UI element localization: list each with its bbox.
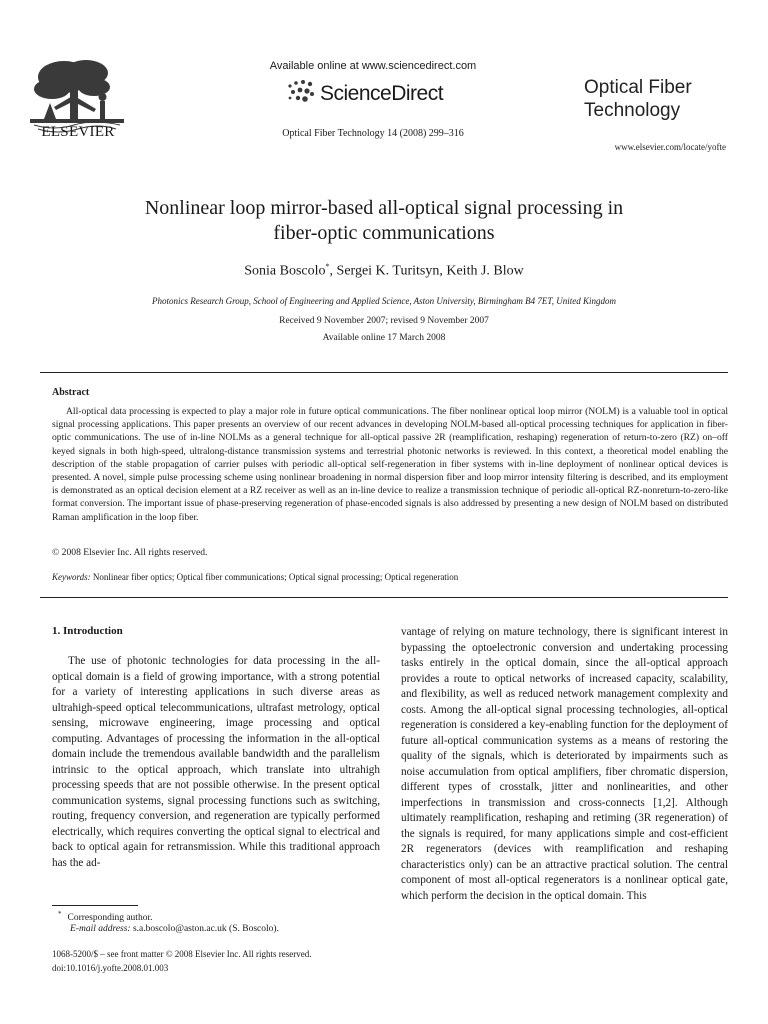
authors [60, 262, 708, 280]
footnote-corresponding [58, 910, 152, 923]
section-heading-introduction: 1. Introduction [52, 625, 123, 637]
footnote-divider [52, 905, 138, 906]
email-address-link[interactable]: s.a.boscolo@aston.ac.uk (S. Boscolo). [130, 924, 279, 934]
sciencedirect-dots-icon [286, 80, 316, 106]
available-online-text[interactable]: Available online at www.sciencedirect.com [269, 60, 477, 72]
publisher-name: ELSEVIER [41, 124, 115, 140]
affiliation: Photonics Research Group, School of Engineering and Applied Science, Aston University, Birmingham B4 7ET, United Kingdom [151, 296, 617, 306]
body-column-right [401, 625, 728, 904]
journal-title-line1: Optical Fiber [584, 77, 692, 98]
body-column-left [52, 654, 380, 871]
abstract-body [52, 405, 728, 524]
journal-url-link[interactable]: www.elsevier.com/locate/yofte [614, 142, 726, 152]
abstract-copyright: © 2008 Elsevier Inc. All rights reserved. [52, 547, 208, 558]
intro-paragraph-1-continued: vantage of relying on mature technology, there is significant interest in bypassing the optoelectronic conversion and undertaking processing tasks entirely in the optical domain, since the all-optical approach provides a route to optical networks of increased capacity, scalability, and flexibility, as well as reduced network management complexity and costs. Among the all-optical signal processing technologies, all-optical regeneration is considered a key-enabling function for the deployment of future all-optical communication systems as a means of restoring the quality of the signals, which is deteriorated by impairments such as noise accumulation from optical amplifiers, fiber chromatic dispersion, different types of crosstalk, jitter and nonlinearities, and other imperfections in transmission and cross-connects [1,2]. Although ultimately reamplification, reshaping and retiming (3R regeneration) of the signals is required, for many applications simple and cost-efficient 2R regenerators (devices with reamplification and reshaping characteristics only) can be an attractive practical solution. The central component of most all-optical regenerators is a nonlinear optical gate, which perform the decision in the optical domain. This [401, 626, 728, 902]
journal-title-line2: Technology [584, 100, 681, 121]
article-title-line2: fiber-optic communications [273, 222, 495, 244]
footnote-corresponding-text: Corresponding author. [67, 913, 153, 924]
footnote-email [70, 924, 279, 934]
available-online-date: Available online 17 March 2008 [322, 333, 446, 343]
keywords-label: Keywords: [52, 572, 91, 582]
abstract-bottom-divider [40, 597, 728, 598]
article-title [60, 196, 708, 246]
doi-link[interactable]: doi:10.1016/j.yofte.2008.01.003 [52, 963, 169, 973]
received-dates: Received 9 November 2007; revised 9 November 2007 [279, 316, 489, 326]
sciencedirect-wordmark: ScienceDirect [320, 82, 444, 105]
front-matter-line: 1068-5200/$ – see front matter © 2008 Elsevier Inc. All rights reserved. [52, 949, 312, 959]
article-title-line1: Nonlinear loop mirror-based all-optical signal processing in [144, 197, 624, 219]
journal-title [584, 76, 734, 122]
footnote-mark: * [58, 910, 62, 918]
journal-citation: Optical Fiber Technology 14 (2008) 299–316 [282, 128, 464, 139]
intro-paragraph-1: The use of photonic technologies for data processing in the all-optical domain is a field of growing importance, with a strong potential for a variety of interesting applications in such diverse areas as ultrahigh-speed optical telecommunications, ultrafast metrology, optical sensing, microwave engineering, image processing and optical computing. Advantages of processing the information in the all-optical domain include the tremendous available bandwidth and the parallelism intrinsic to the optical approach, which translate into ultrahigh processing speeds that are not possible otherwise. In the present optical communication systems, signal processing functions such as switching, routing, frequency conversion, and regeneration are typically performed electrically, which requires converting the optical signal to electrical and back to optical again for retransmission. While this traditional approach has the ad- [52, 655, 380, 869]
abstract-heading: Abstract [52, 387, 90, 398]
abstract-top-divider [40, 372, 728, 373]
keywords-list: Nonlinear fiber optics; Optical fiber communications; Optical signal processing; Optical regeneration [92, 572, 459, 582]
corresponding-mark[interactable]: * [325, 262, 330, 271]
email-label: E-mail address: [70, 924, 131, 934]
author-boscolo[interactable]: Sonia Boscolo [244, 263, 326, 279]
authors-rest: , Sergei K. Turitsyn, Keith J. Blow [329, 263, 524, 279]
keywords [52, 572, 728, 582]
abstract-text: All-optical data processing is expected to play a major role in future optical communications. The fiber nonlinear optical loop mirror (NOLM) is a valuable tool in optical signal processing applications. This paper presents an overview of our recent advances in developing NOLM-based all-optical processing techniques for application in fiber-optic communications. The use of in-line NOLMs as a general technique for all-optical passive 2R (reamplification, reshaping) regeneration of return-to-zero (RZ) on–off keyed signals in both high-speed, ultralong-distance transmission systems and terrestrial photonic networks is reviewed. In this context, a theoretical model enabling the description of the stable propagation of carrier pulses with periodic all-optical self-regeneration in fiber systems with in-line deployment of nonlinear optical devices is presented. A novel, simple pulse processing scheme using nonlinear broadening in normal dispersion fiber and loop mirror intensity filtering is described, and its employment is demonstrated as an optical decision element at a RZ receiver as well as an in-line device to realize a transmission technique of periodic all-optical RZ-nonreturn-to-zero-like format conversion. The important issue of phase-preserving regeneration of phase-encoded signals is also addressed by presenting a new design of NOLM based on distributed Raman amplification in the loop fiber. [52, 406, 728, 523]
